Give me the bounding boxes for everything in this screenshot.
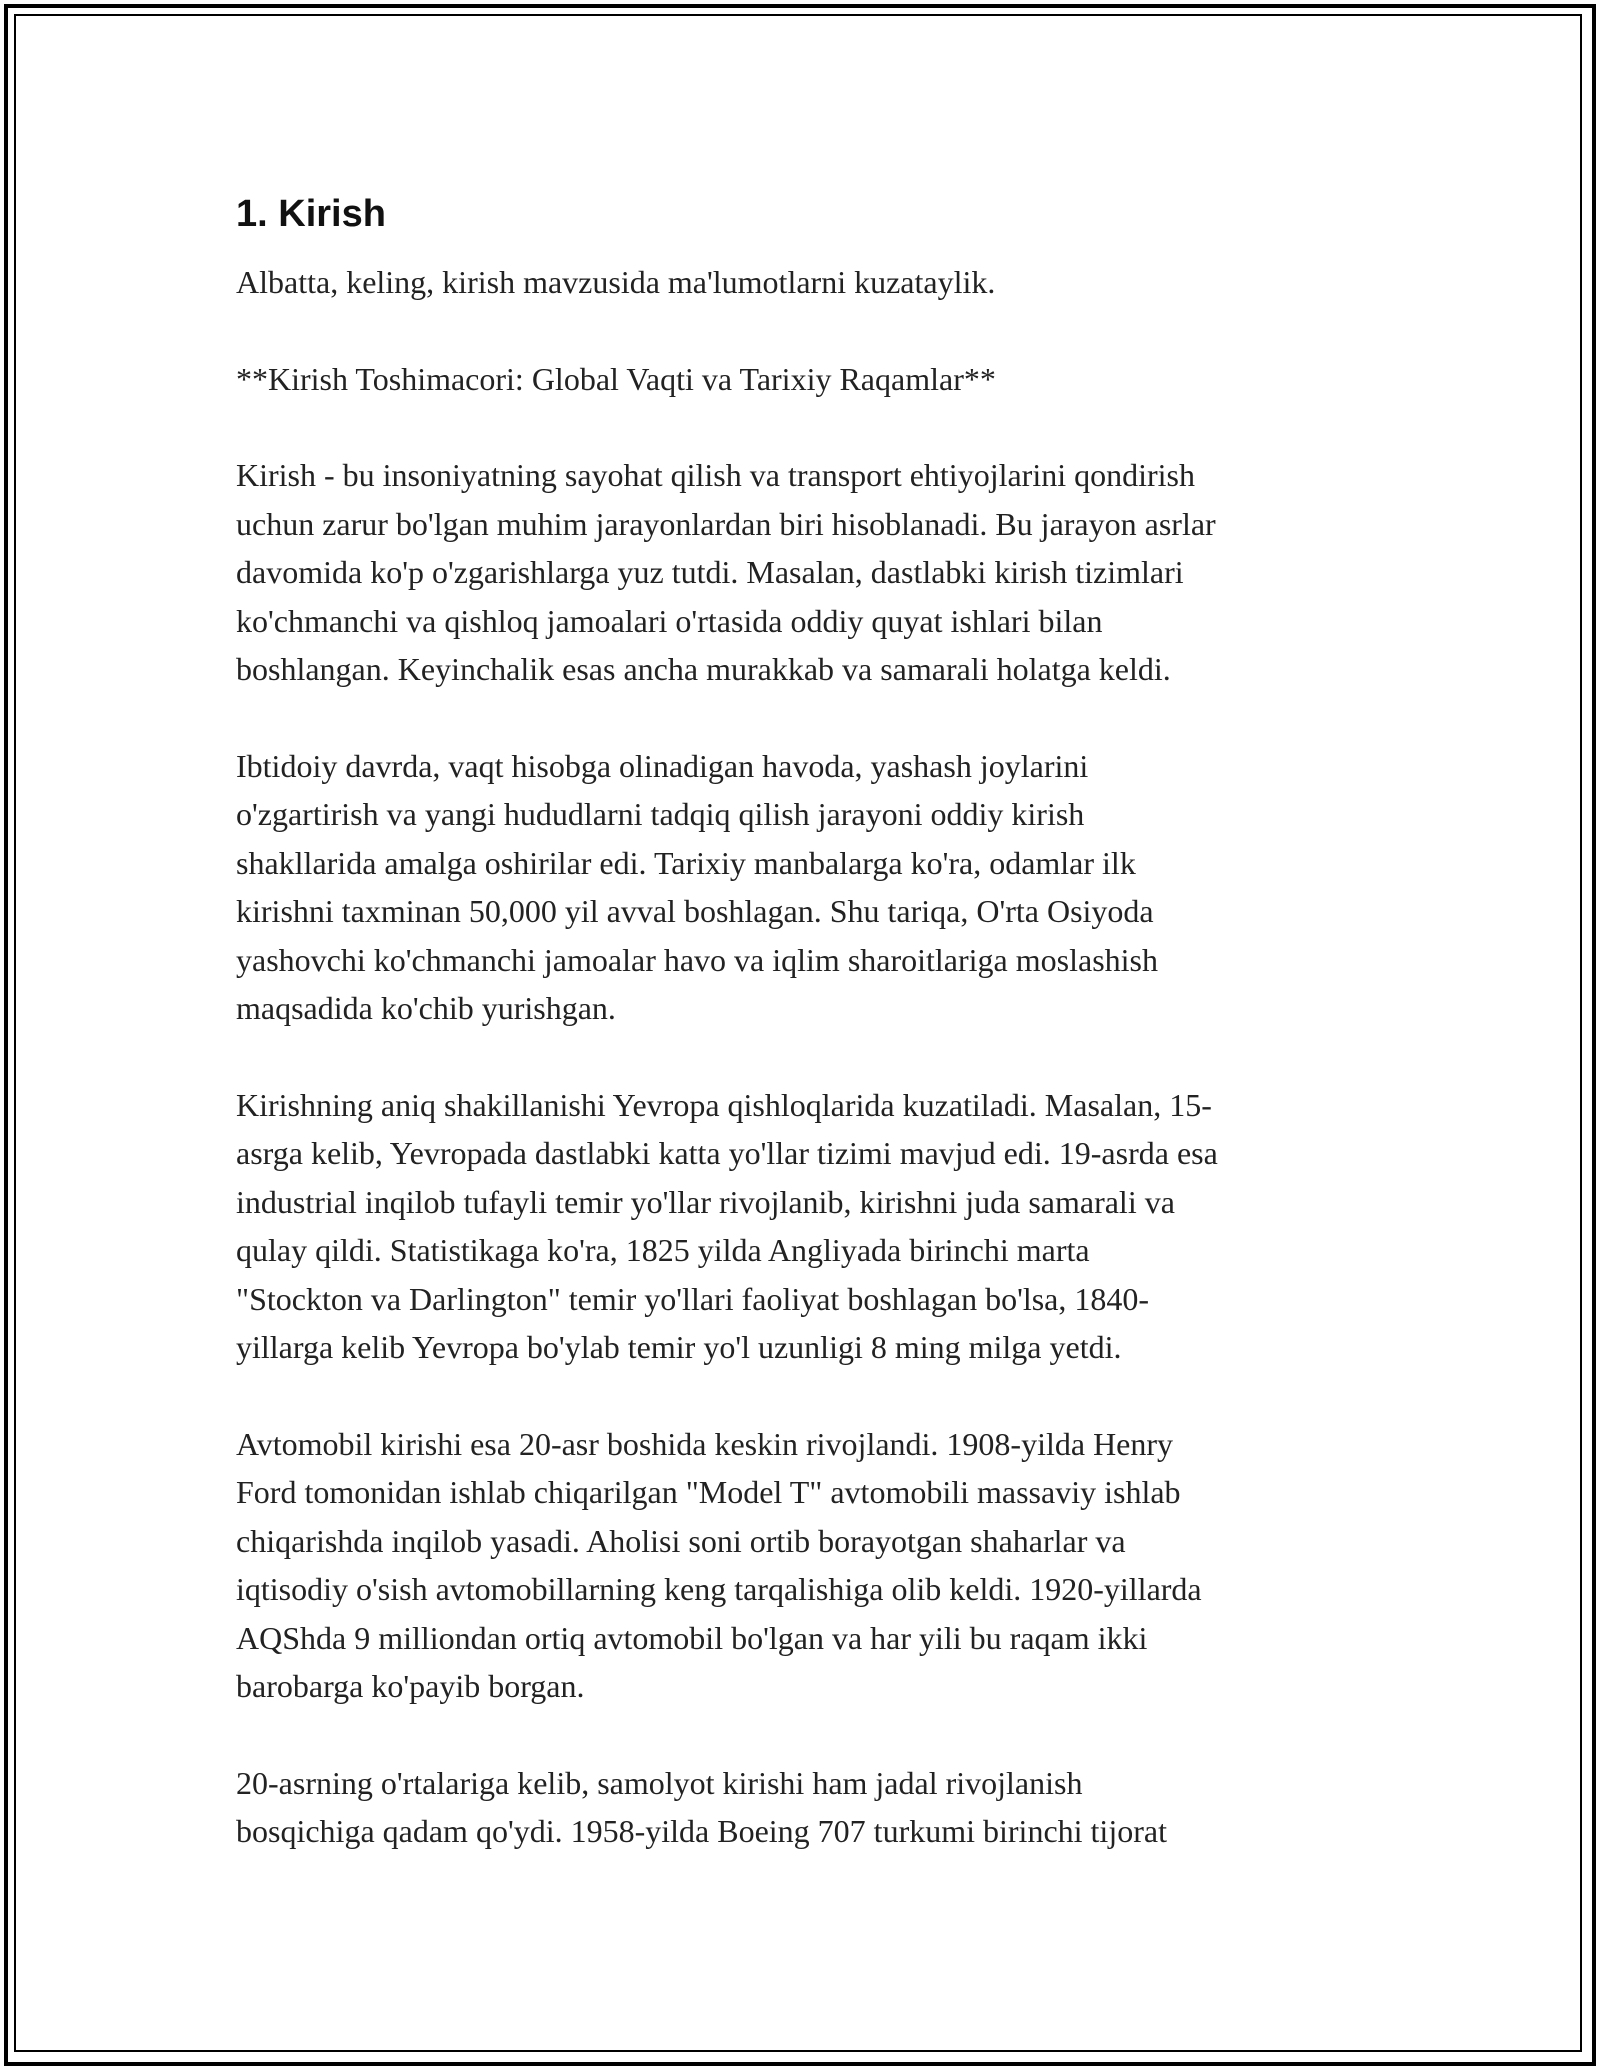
- paragraph-primitive-era: Ibtidoiy davrda, vaqt hisobga olinadigan havoda, yashash joylarini o'zgartirish va yangi hududlarni tadqiq qilish jarayoni oddiy kirish shakllarida amalga oshirilar edi. Tarixiy manbalarga ko'ra, odamlar ilk kirishni taxminan 50,000 yil avval boshlagan. Shu tariqa, O'rta Osiyoda yashovchi ko'chmanchi jamoalar havo va iqlim sharoitlariga moslashish maqsadida ko'chib yurishgan.: [236, 747, 1158, 1026]
- paragraph-subtitle: **Kirish Toshimacori: Global Vaqti va Tarixiy Raqamlar**: [236, 360, 996, 397]
- paragraph-europe-railways: Kirishning aniq shakillanishi Yevropa qishloqlarida kuzatiladi. Masalan, 15- asrga kelib, Yevropada dastlabki katta yo'llar tizimi mavjud edi. 19-asrda esa industrial inqilob tufayli temir yo'llar rivojlanib, kirishni juda samarali va qulay qildi. Statistikaga ko'ra, 1825 yilda Angliyada birinchi marta "Stockton va Darlington" temir yo'llari faoliyat boshlagan bo'lsa, 1840- yillarga kelib Yevropa bo'ylab temir yo'l uzunligi 8 ming milga yetdi.: [236, 1086, 1218, 1365]
- document-page: [236, 186, 1376, 1904]
- paragraph-definition: Kirish - bu insoniyatning sayohat qilish va transport ehtiyojlarini qondirish uchun zarur bo'lgan muhim jarayonlardan biri hisoblanadi. Bu jarayon asrlar davomida ko'p o'zgarishlarga yuz tutdi. Masalan, dastlabki kirish tizimlari ko'chmanchi va qishloq jamoalari o'rtasida oddiy quyat ishlari bilan boshlangan. Keyinchalik esas ancha murakkab va samarali holatga keldi.: [236, 457, 1216, 687]
- paragraph-intro: Albatta, keling, kirish mavzusida ma'lumotlarni kuzataylik.: [236, 264, 996, 300]
- paragraph-automobile: Avtomobil kirishi esa 20-asr boshida keskin rivojlandi. 1908-yilda Henry Ford tomonidan ishlab chiqarilgan "Model T" avtomobili massaviy ishlab chiqarishda inqilob yasadi. Aholisi soni ortib borayotgan shaharlar va iqtisodiy o'sish avtomobillarning keng tarqalishiga olib keldi. 1920-yillarda AQShda 9 milliondan ortiq avtomobil bo'lgan va har yili bu raqam ikki barobarga ko'payib borgan.: [236, 1425, 1202, 1704]
- section-heading: 1. Kirish: [236, 193, 386, 235]
- paragraph-aviation: 20-asrning o'rtalariga kelib, samolyot kirishi ham jadal rivojlanish bosqichiga qadam qo'ydi. 1958-yilda Boeing 707 turkumi birinchi tijorat: [236, 1764, 1167, 1849]
